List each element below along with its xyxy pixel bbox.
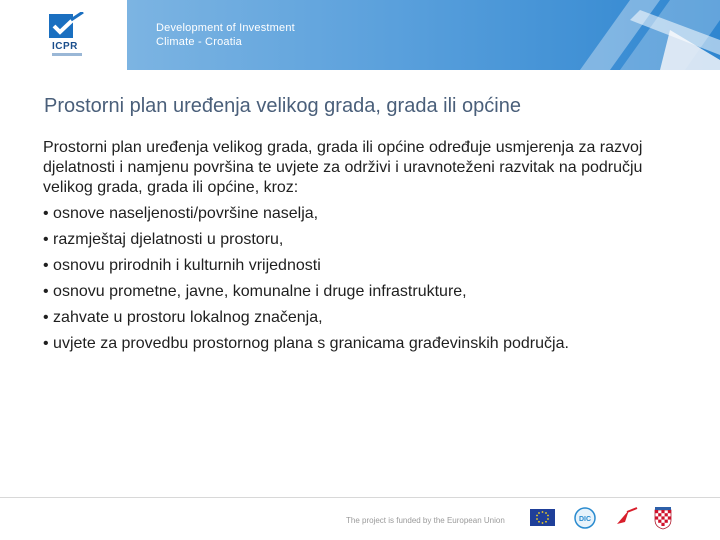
header [0, 0, 720, 70]
footer-divider [0, 497, 720, 498]
list-item: • zahvate u prostoru lokalnog značenja, [43, 309, 323, 326]
funding-text: The project is funded by the European Union [346, 516, 505, 525]
icpr-logo-icon [49, 12, 85, 40]
list-item: • razmještaj djelatnosti u prostoru, [43, 231, 284, 248]
list-item: • uvjete za provedbu prostornog plana s granicama građevinskih područja. [43, 335, 569, 352]
list-item: • osnovu prometne, javne, komunalne i druge infrastrukture, [43, 283, 467, 300]
list-item: • osnove naseljenosti/površine naselja, [43, 205, 319, 222]
banner-line-1: Development of Investment [156, 22, 295, 34]
slide-title: Prostorni plan uređenja velikog grada, grada ili općine [44, 95, 521, 117]
croatia-coat-of-arms-icon [654, 506, 672, 530]
partner-logo-icon [574, 507, 596, 529]
list-item: • osnovu prirodnih i kulturnih vrijednosti [43, 257, 321, 274]
logo-underline [52, 53, 82, 56]
header-banner [127, 0, 720, 70]
logo-text: ICPR [52, 41, 78, 52]
eu-flag-icon [530, 509, 555, 526]
banner-line-2: Climate - Croatia [156, 36, 242, 48]
partner-logo-red-icon [615, 506, 639, 528]
logo-area [0, 0, 127, 70]
intro-paragraph: Prostorni plan uređenja velikog grada, grada ili općine određuje usmjerenja za razvoj djelatnosti i namjenu površina te uvjete za održivi i uravnoteženi razvitak na području velikog grada, grada ili općine, kroz: [43, 139, 643, 196]
slide-content [43, 138, 683, 360]
banner-decoration-icon [520, 0, 720, 70]
bullet-list [43, 204, 683, 354]
svg-text:DIC: DIC [578, 516, 592, 523]
